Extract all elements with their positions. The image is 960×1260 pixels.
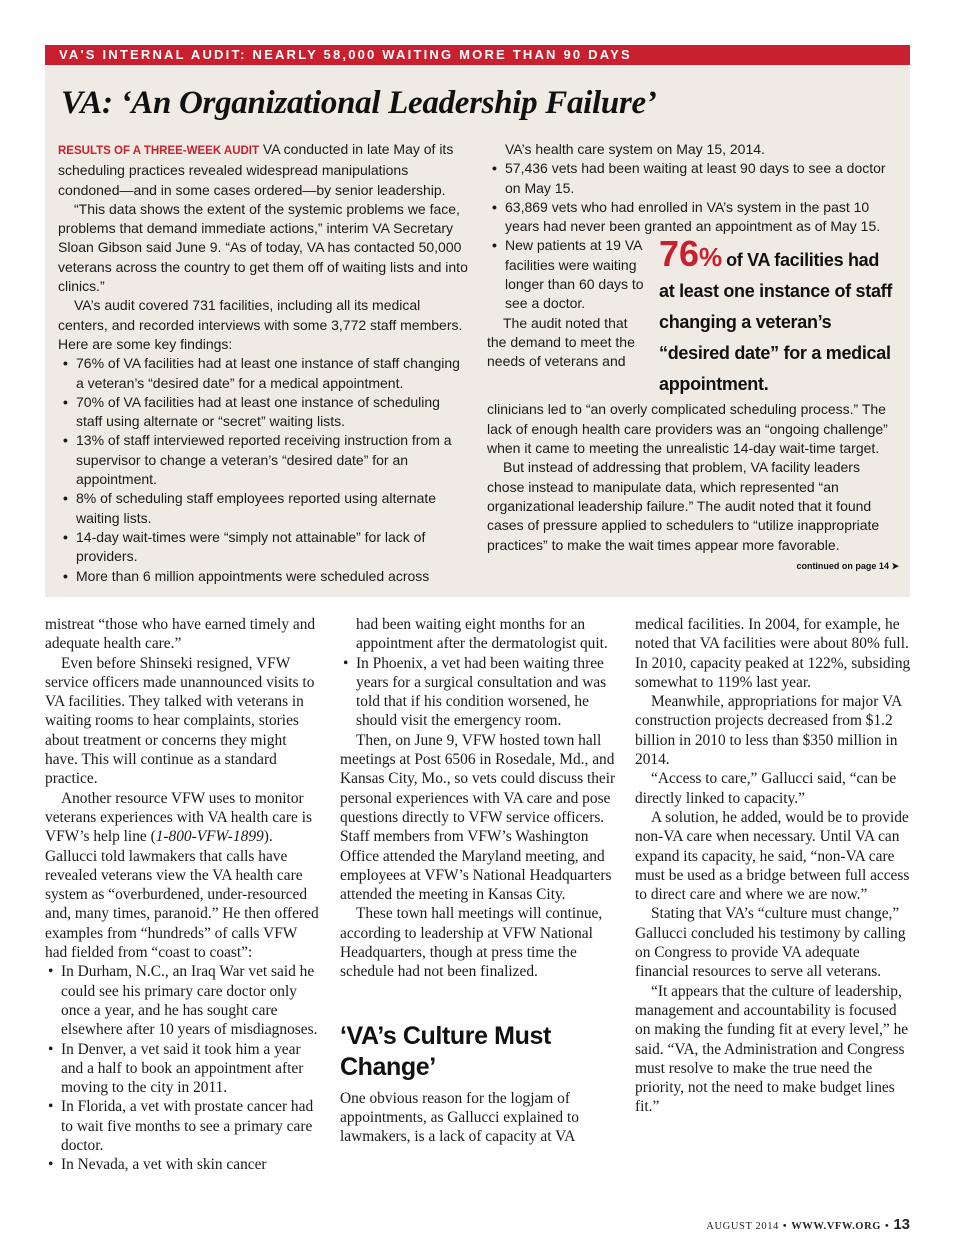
example-item: • In Denver, a vet said it took him a year and a half to book an appointment after moving to the city in 2011. [45,1040,321,1098]
finding-item: • 76% of VA facilities had at least one instance of staff changing a veteran’s “desired date” for a medical appointment. [58,354,468,393]
article-paragraph: Stating that VA’s “culture must change,” Gallucci concluded his testimony by calling on Congress to provide VA adequate financial resources to serve all veterans. [635,905,906,981]
sidebar-title: VA: ‘An Organizational Leadership Failure’ [61,85,657,121]
intro-text: VA conducted in late May of its scheduling practices revealed widespread manipulations condoned—and in some cases ordered—by senior leadership. [58,141,454,198]
quote-paragraph: “This data shows the extent of the systemic problems we face, problems that demand immediate actions,” interim VA Secretary Sloan Gibson said June 9. “As of today, VA has contacted 50,000 veterans across the country to get them off of waiting lists and into clinics.” [58,200,468,295]
finding-item: • 57,436 vets had been waiting at least 90 days to see a doctor on May 15. [487,159,899,198]
page-footer [706,1216,910,1233]
section-subhead: ‘VA’s Culture Must Change’ [340,1021,551,1081]
article-paragraph: “Access to care,” Gallucci said, “can be directly linked to capacity.” [635,770,897,807]
help-line-number: 1-800-VFW-1899 [155,828,264,846]
finding-item: • 13% of staff interviewed reported receiving instruction from a supervisor to change a veteran’s “desired date” for an appointment. [58,431,468,489]
findings-list-continued [487,159,899,236]
examples-list-continued [340,654,616,731]
article-paragraph: A solution, he added, would be to provide non-VA care when necessary. Until VA can expand its capacity, he said, “non-VA care must be used as a bridge between full access to direct care and where we are now.” [635,808,910,904]
footer-separator: • [885,1221,890,1232]
issue-date: AUGUST 2014 [706,1221,779,1232]
example-item: • In Florida, a vet with prostate cancer had to wait five months to see a primary care doctor. [45,1097,321,1155]
article-paragraph: Meanwhile, appropriations for major VA construction projects decreased from $1.2 billion in 2010 to less than $350 million in 2014. [635,693,902,769]
article-paragraph: Even before Shinseki resigned, VFW service officers made unannounced visits to VA facilities. They talked with veterans in waiting rooms to hear complaints, stories about treatment or concerns they might have. This will continue as a standard practice. [45,654,315,788]
audit-paragraph: VA’s audit covered 731 facilities, including all its medical centers, and recorded interviews with some 3,772 staff members. Here are some key findings: [58,297,463,352]
but-paragraph: But instead of addressing that problem, VA facility leaders chose instead to manipulate data, which represented “an organizational leadership failure.” The audit noted that it found cases of pressure applied to schedulers to “utilize inappropriate practices” to make the wait times appear more favorable. [487,459,880,553]
article-paragraph: mistreat “those who have earned timely and adequate health care.” [45,616,316,653]
examples-list [45,962,321,1174]
audit-sidebar [45,45,910,597]
sidebar-banner: VA'S INTERNAL AUDIT: NEARLY 58,000 WAITING MORE THAN 90 DAYS [45,45,910,65]
sidebar-column-2 [487,140,899,576]
audit-noted-rest: clinicians led to “an overly complicated scheduling process.” The lack of enough health care providers was an “ongoing challenge” when it came to meeting the unrealistic 14-day wait-time target. [487,401,888,457]
article-paragraph: Then, on June 9, VFW hosted town hall meetings at Post 6506 in Rosedale, Md., and Kansas City, Mo., so vets could discuss their personal experiences with VA care and pose questions directly to VFW service officers. Staff members from VFW’s Washington Office attended the Maryland meeting, and employees at VFW’s National Headquarters attended the meeting in Kansas City. [340,731,616,904]
findings-list [58,354,468,586]
finding-item: • 14-day wait-times were “simply not attainable” for lack of providers. [58,528,468,567]
finding-item: • 63,869 vets who had enrolled in VA’s system in the past 10 years had never been granted an appointment as of May 15. [487,198,899,237]
website-link[interactable]: WWW.VFW.ORG [791,1221,882,1232]
example-item: • In Nevada, a vet with skin cancer [45,1155,321,1174]
article-paragraph: Another resource VFW uses to monitor veterans experiences with VA health care is VFW’s help line (1-800-VFW-1899). Gallucci told lawmakers that calls have revealed veterans view the VA health care system as “overburdened, under-resourced and, many times, paranoid.” He then offered examples from “hundreds” of calls VFW had fielded from “coast to coast”: [45,789,319,962]
example-item: • In Durham, N.C., an Iraq War vet said he could see his primary care doctor only once a year, and he has sought care elsewhere after 10 years of misdiagnoses. [45,962,321,1039]
example-continuation: had been waiting eight months for an appointment after the dermatologist quit. [356,616,608,653]
stat-left-text [487,236,645,400]
lead-in: RESULTS OF A THREE-WEEK AUDIT [58,145,260,157]
article-paragraph: These town hall meetings will continue, according to leadership at VFW National Headquarters, though at press time the schedule had not been finalized. [340,905,603,981]
article-paragraph: One obvious reason for the logjam of appointments, as Gallucci explained to lawmakers, is a lack of capacity at VA [340,1089,579,1146]
findings-continuation: VA’s health care system on May 15, 2014. [505,141,765,157]
finding-item: • 8% of scheduling staff employees reported using alternate waiting lists. [58,489,468,528]
stat-number: 76 [659,233,700,275]
footer-separator: • [782,1221,788,1232]
page-number: 13 [893,1216,910,1233]
article-column-2 [340,615,616,1147]
pull-stat [645,233,899,400]
article-column-1 [45,615,321,1175]
continued-link[interactable]: continued on page 14 ➤ [796,560,899,571]
article-paragraph: medical facilities. In 2004, for example, he noted that VA facilities were about 80% full. In 2010, capacity peaked at 122%, subsiding somewhat to 119% last year. [635,616,911,691]
stat-text: of VA facilities had at least one instance of staff changing a veteran’s “desired date” for a medical appointment. [659,250,893,395]
stat-row [487,233,899,400]
finding-item: • New patients at 19 VA facilities were waiting longer than 60 days to see a doctor. [487,236,645,313]
stat-percent: % [699,242,723,273]
article-column-3 [635,615,911,1117]
audit-noted-start: The audit noted that the demand to meet the needs of veterans and [487,314,635,370]
example-item: • In Phoenix, a vet had been waiting three years for a surgical consultation and was told that if his condition worsened, he should visit the emergency room. [340,654,616,731]
finding-item: • More than 6 million appointments were scheduled across [58,567,468,586]
sidebar-column-1 [58,140,468,586]
article-paragraph: “It appears that the culture of leadership, management and accountability is focused on making the funding fit at every level,” he said. “VA, the Administration and Congress must resolve to make the true need the priority, not the need to make budget lines fit.” [635,982,909,1116]
finding-item: • 70% of VA facilities had at least one instance of scheduling staff using alternate or “secret” waiting lists. [58,393,468,432]
sidebar-intro [58,140,468,200]
